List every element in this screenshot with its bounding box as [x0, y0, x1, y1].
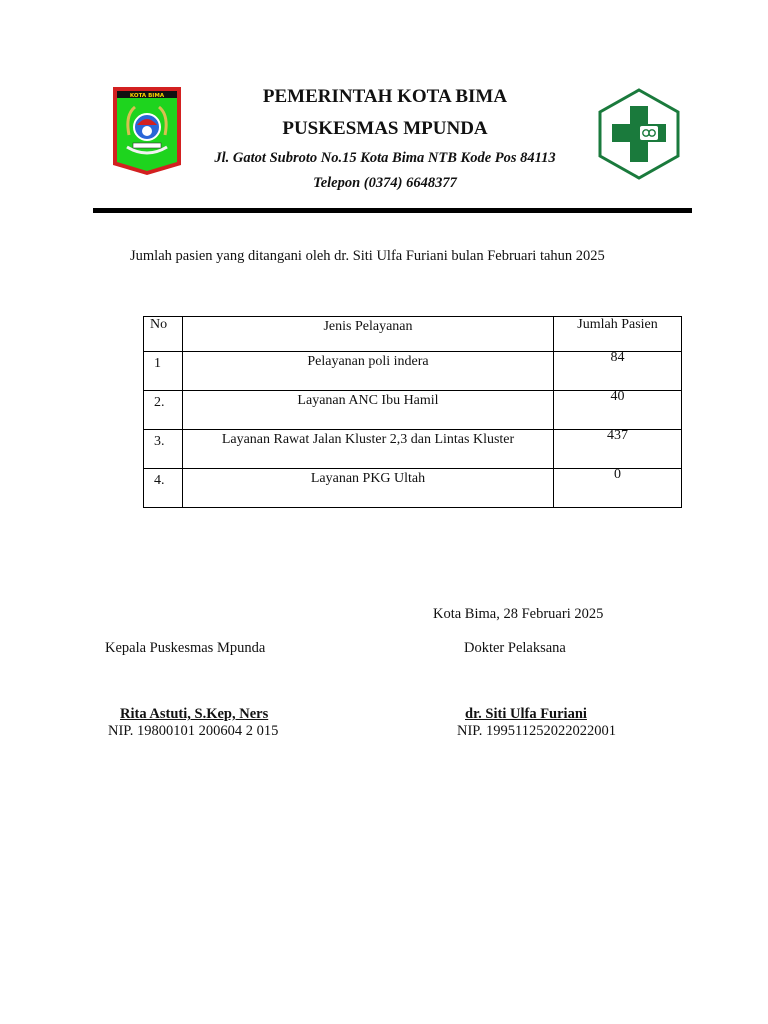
head-of-puskesmas-label: Kepala Puskesmas Mpunda: [105, 640, 266, 656]
row-count: 84: [554, 352, 682, 391]
header-divider: [93, 208, 692, 213]
table-header-row: [144, 317, 682, 352]
address-line: Jl. Gatot Subroto No.15 Kota Bima NTB Kode Pos 84113: [214, 150, 556, 166]
row-count: 0: [554, 469, 682, 508]
header-count: Jumlah Pasien: [554, 317, 682, 352]
table-row: [144, 430, 682, 469]
head-nip: NIP. 19800101 200604 2 015: [108, 723, 279, 739]
intro-text: Jumlah pasien yang ditangani oleh dr. Siti Ulfa Furiani bulan Februari tahun 2025: [130, 248, 605, 264]
row-count: 437: [554, 430, 682, 469]
doctor-name: dr. Siti Ulfa Furiani: [465, 706, 587, 722]
puskesmas-cross-icon: [596, 88, 682, 180]
doctor-nip: NIP. 199511252022022001: [457, 723, 616, 739]
place-date: Kota Bima, 28 Februari 2025: [433, 606, 604, 622]
row-service: Layanan Rawat Jalan Kluster 2,3 dan Lintas Kluster: [183, 430, 554, 469]
header-service: Jenis Pelayanan: [183, 317, 554, 352]
row-no: 2.: [144, 391, 183, 430]
phone-line: Telepon (0374) 6648377: [313, 175, 457, 191]
head-name: Rita Astuti, S.Kep, Ners: [120, 706, 269, 722]
emblem-text: KOTA BIMA: [129, 93, 165, 99]
row-no: 1: [144, 352, 183, 391]
government-title: PEMERINTAH KOTA BIMA: [262, 86, 508, 107]
header-no: No: [144, 317, 183, 352]
row-service: Pelayanan poli indera: [183, 352, 554, 391]
row-count: 40: [554, 391, 682, 430]
row-no: 4.: [144, 469, 183, 508]
table-row: [144, 391, 682, 430]
puskesmas-title: PUSKESMAS MPUNDA: [282, 118, 488, 139]
row-service: Layanan PKG Ultah: [183, 469, 554, 508]
doctor-label: Dokter Pelaksana: [464, 640, 566, 656]
table-row: [144, 469, 682, 508]
row-no: 3.: [144, 430, 183, 469]
row-service: Layanan ANC Ibu Hamil: [183, 391, 554, 430]
table-row: [144, 352, 682, 391]
service-table: [143, 316, 682, 508]
kota-bima-emblem-icon: [111, 85, 183, 177]
